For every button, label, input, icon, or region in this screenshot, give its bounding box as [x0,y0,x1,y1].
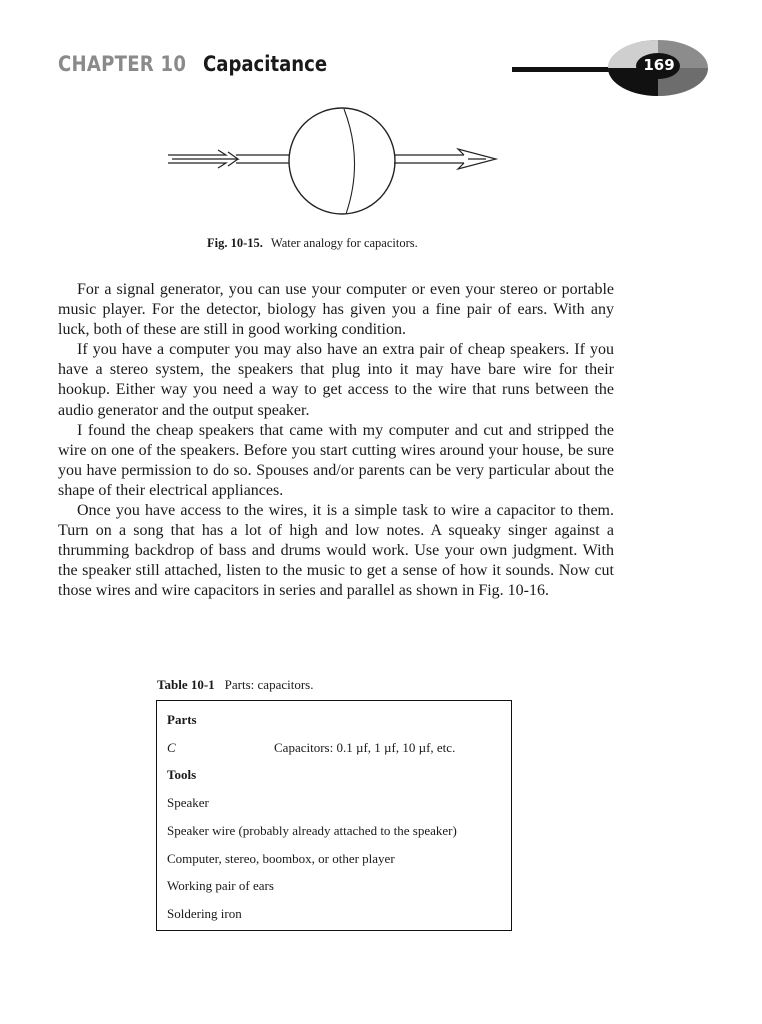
figure-caption-text: Water analogy for capacitors. [270,236,418,250]
tool-item: Speaker [167,795,209,810]
table-caption-text: Parts: capacitors. [224,677,314,692]
parts-heading: Parts [167,712,197,727]
inflow-arrow-icon [168,150,292,168]
chapter-label: CHAPTER 10 [58,52,187,76]
paragraph: For a signal generator, you can use your computer or even your stereo or portable music player. For the detector, biology has given you a fine pair of ears. With any luck, both of these are still in good working condition. [58,281,614,339]
body-text [58,280,614,602]
tool-item: Computer, stereo, boombox, or other player [167,851,395,866]
outflow-arrow-icon [394,149,496,169]
table-caption [157,677,313,693]
part-symbol: C [167,740,176,755]
tool-item: Working pair of ears [167,878,274,893]
paragraph: If you have a computer you may also have an extra pair of cheap speakers. If you have a stereo system, the speakers that plug into it may have bare wire for their hookup. Either way you need a way to get access to the wire that runs between the audio generator and the output speaker. [58,341,614,419]
tools-heading: Tools [167,767,197,782]
part-description: Capacitors: 0.1 µf, 1 µf, 10 µf, etc. [274,740,456,755]
figure-caption [207,236,418,251]
water-analogy-figure [168,103,508,223]
capacitor-sphere [289,108,395,214]
tool-item: Speaker wire (probably already attached to the speaker) [167,823,457,838]
parts-table [156,700,512,931]
chapter-title: Capacitance [203,52,328,76]
page-number: 169 [643,56,675,74]
paragraph: I found the cheap speakers that came with my computer and cut and stripped the wire on one of the speakers. Before you start cutting wires around your house, be sure you have permission to do so. Spouses and/or parents can be very particular about the shape of their electrical appliances. [58,421,614,499]
table-number: Table 10-1 [157,677,215,692]
paragraph: Once you have access to the wires, it is a simple task to wire a capacitor to them. Turn on a song that has a lot of high and low notes. A squeaky singer against a thrumming backdrop of bass and drums would work. Use your own judgment. With the speaker still attached, listen to the music to get a sense of how it sounds. Now cut those wires and wire capacitors in series and parallel as shown in Fig. 10-16. [58,502,614,600]
tool-item: Soldering iron [167,906,242,921]
figure-number: Fig. 10-15. [207,236,263,250]
